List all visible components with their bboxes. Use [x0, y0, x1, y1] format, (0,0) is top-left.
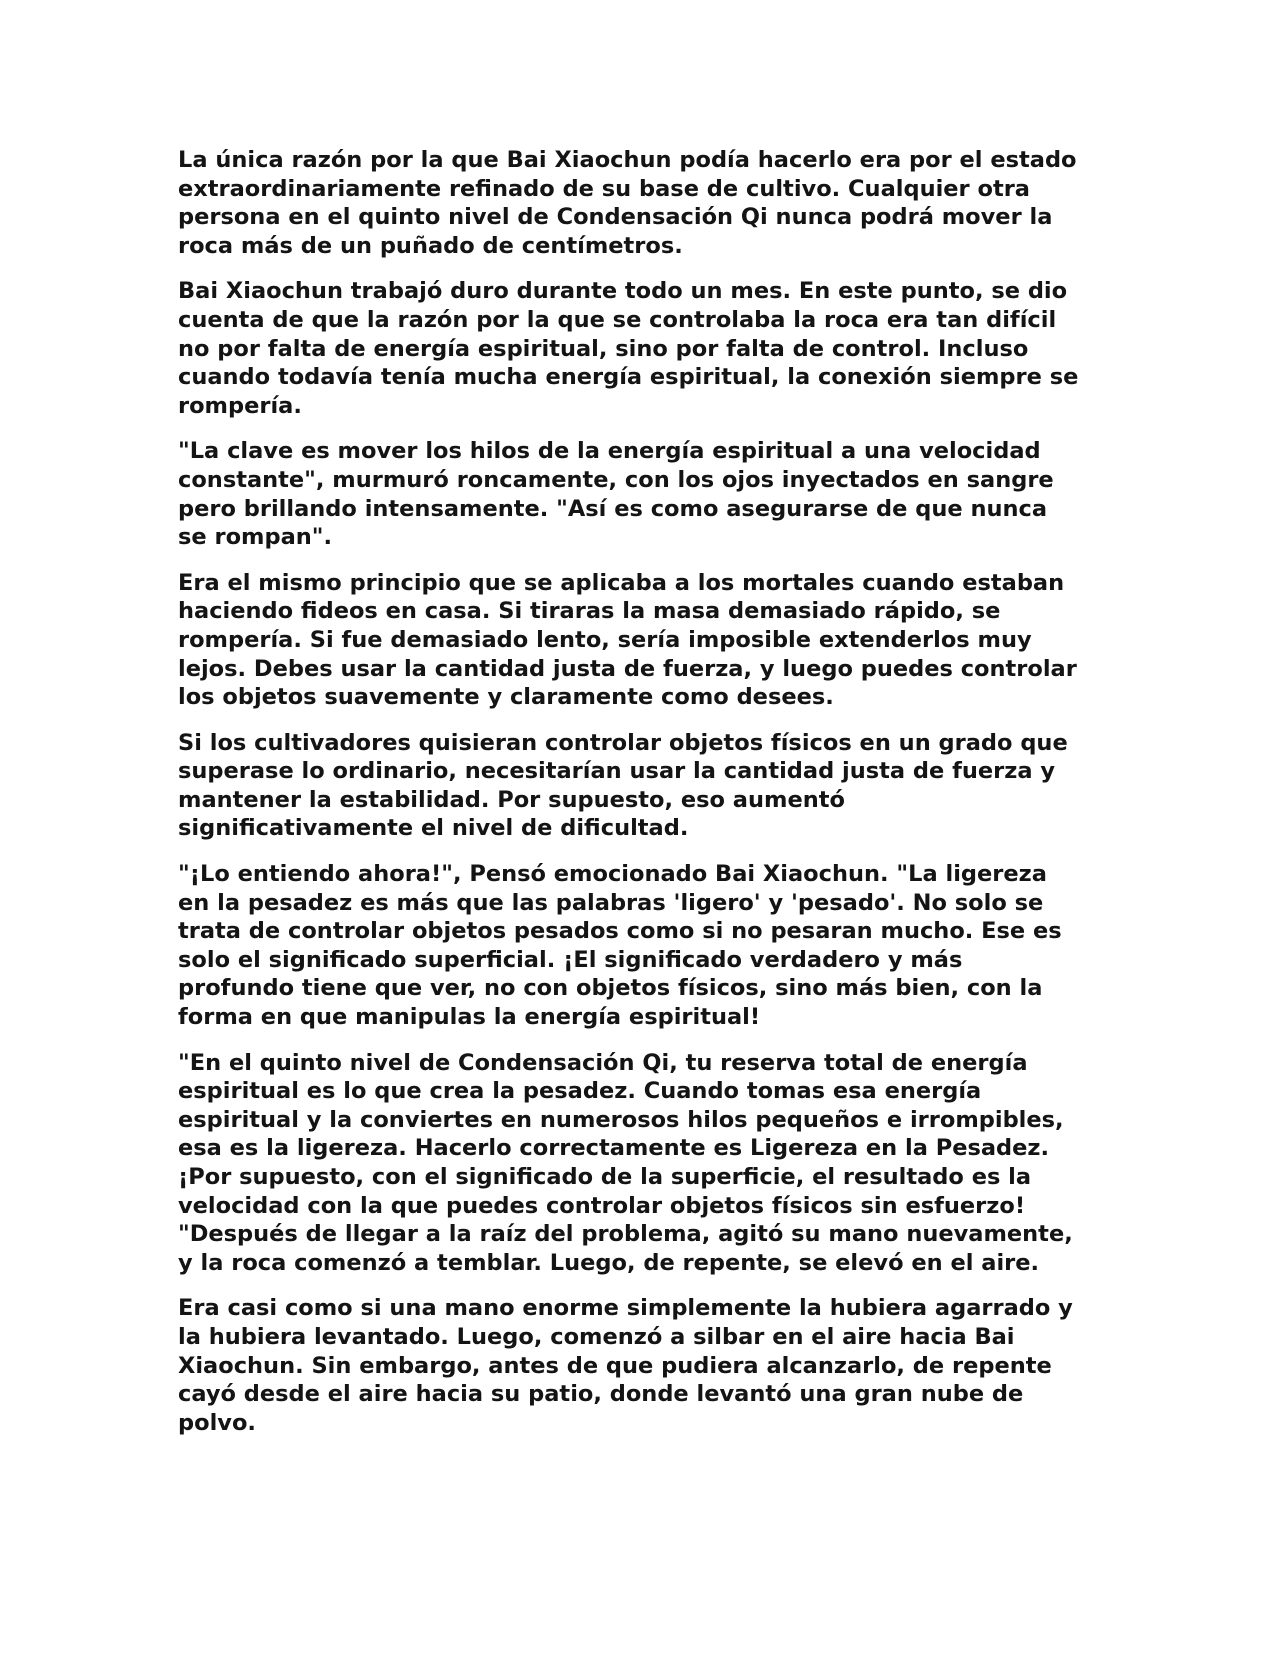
text-line: se rompan". [178, 524, 333, 551]
text-line: La única razón por la que Bai Xiaochun podía hacerlo era por el estado [178, 147, 1077, 173]
text-line: profundo tiene que ver, no con objetos físicos, sino más bien, con la [178, 975, 1043, 1002]
text-line: constante", murmuró roncamente, con los ojos inyectados en sangre [178, 466, 1054, 493]
paragraph-8 [178, 1294, 1108, 1437]
text-line: espiritual y la conviertes en numerosos hilos pequeños e irrompibles, [178, 1106, 1064, 1133]
text-line: Si los cultivadores quisieran controlar objetos físicos en un grado que [178, 729, 1068, 756]
text-line: espiritual es lo que crea la pesadez. Cuando tomas esa energía [178, 1078, 982, 1105]
text-line: solo el significado superficial. ¡El significado verdadero y más [178, 946, 963, 973]
paragraph-2 [178, 277, 1108, 420]
paragraph-7 [178, 1049, 1108, 1278]
text-line: "¡Lo entiendo ahora!", Pensó emocionado Bai Xiaochun. "La ligereza [178, 861, 1047, 888]
text-line: "La clave es mover los hilos de la energía espiritual a una velocidad [178, 438, 1041, 465]
text-line: y la roca comenzó a temblar. Luego, de repente, se elevó en el aire. [178, 1249, 1040, 1276]
paragraph-4 [178, 569, 1108, 712]
text-line: mantener la estabilidad. Por supuesto, eso aumentó [178, 786, 845, 813]
text-line: rompería. Si fue demasiado lento, sería imposible extenderlos muy [178, 626, 1032, 653]
text-line: cuenta de que la razón por la que se controlaba la roca era tan difícil [178, 306, 1057, 333]
text-line: en la pesadez es más que las palabras 'ligero' y 'pesado'. No solo se [178, 889, 1044, 916]
text-line: trata de controlar objetos pesados como si no pesaran mucho. Ese es [178, 918, 1062, 945]
text-line: roca más de un puñado de centímetros. [178, 232, 683, 259]
paragraph-1 [178, 146, 1108, 260]
text-line: no por falta de energía espiritual, sino por falta de control. Incluso [178, 335, 1029, 362]
text-line: extraordinariamente refinado de su base de cultivo. Cualquier otra [178, 175, 1030, 202]
text-line: esa es la ligereza. Hacerlo correctamente es Ligereza en la Pesadez. [178, 1135, 1050, 1162]
text-line: velocidad con la que puedes controlar objetos físicos sin esfuerzo! [178, 1192, 1026, 1219]
text-line: Era casi como si una mano enorme simplemente la hubiera agarrado y [178, 1295, 1073, 1322]
text-line: superase lo ordinario, necesitarían usar la cantidad justa de fuerza y [178, 758, 1056, 785]
text-line: "Después de llegar a la raíz del problema, agitó su mano nuevamente, [178, 1221, 1073, 1248]
paragraph-3 [178, 437, 1108, 551]
text-line: pero brillando intensamente. "Así es como asegurarse de que nunca [178, 495, 1048, 522]
text-line: cayó desde el aire hacia su patio, donde levantó una gran nube de [178, 1381, 1024, 1408]
text-line: "En el quinto nivel de Condensación Qi, tu reserva total de energía [178, 1049, 1028, 1076]
text-line: los objetos suavemente y claramente como desees. [178, 684, 834, 711]
text-line: la hubiera levantado. Luego, comenzó a silbar en el aire hacia Bai [178, 1323, 1015, 1350]
paragraph-6 [178, 860, 1108, 1032]
text-line: cuando todavía tenía mucha energía espiritual, la conexión siempre se [178, 364, 1079, 391]
text-line: lejos. Debes usar la cantidad justa de fuerza, y luego puedes controlar [178, 655, 1077, 682]
text-line: haciendo fideos en casa. Si tiraras la masa demasiado rápido, se [178, 598, 1001, 625]
text-line: polvo. [178, 1409, 256, 1436]
text-line: significativamente el nivel de dificultad. [178, 815, 689, 842]
text-line: Era el mismo principio que se aplicaba a los mortales cuando estaban [178, 569, 1065, 596]
paragraph-5 [178, 729, 1108, 843]
text-line: forma en que manipulas la energía espiritual! [178, 1004, 761, 1031]
text-line: persona en el quinto nivel de Condensación Qi nunca podrá mover la [178, 204, 1053, 231]
text-line: ¡Por supuesto, con el significado de la superficie, el resultado es la [178, 1164, 1032, 1190]
text-line: Bai Xiaochun trabajó duro durante todo un mes. En este punto, se dio [178, 278, 1068, 305]
document-body [178, 146, 1108, 1454]
text-line: rompería. [178, 392, 302, 419]
text-line: Xiaochun. Sin embargo, antes de que pudiera alcanzarlo, de repente [178, 1352, 1052, 1379]
